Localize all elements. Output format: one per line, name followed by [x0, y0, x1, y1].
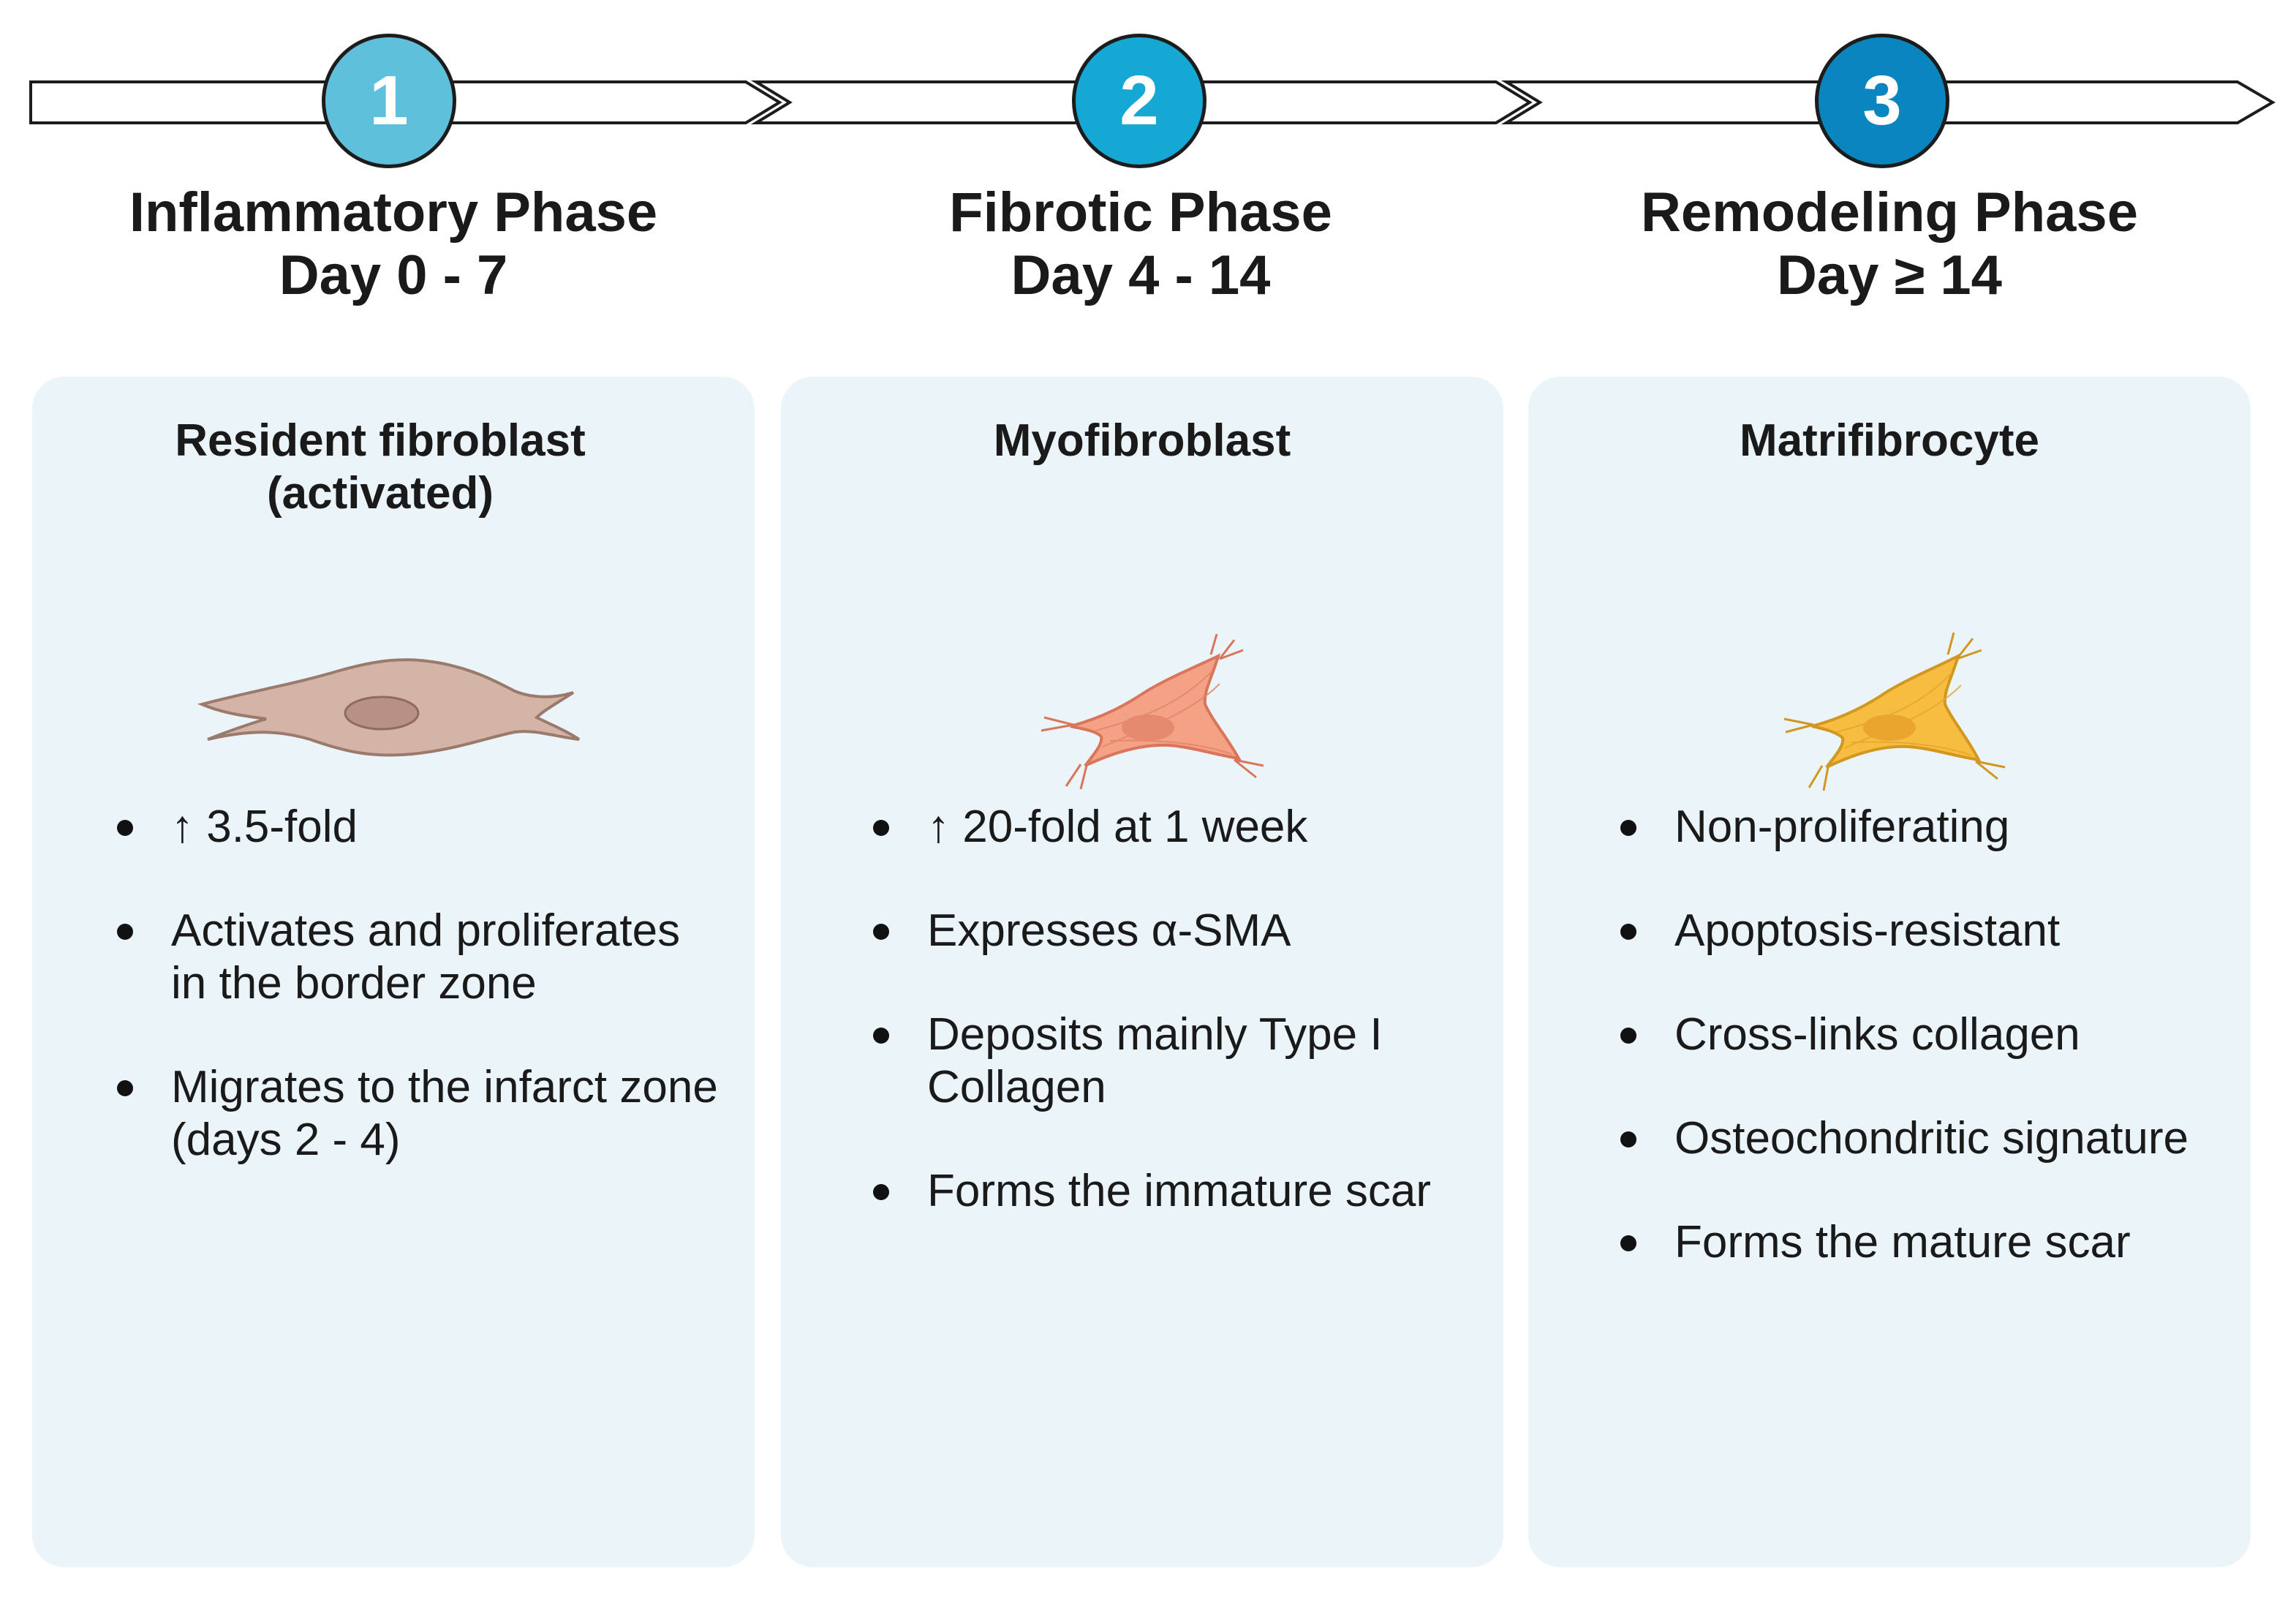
phase-1-name: Inflammatory Phase [129, 181, 658, 244]
phase-2-days: Day 4 - 14 [1011, 244, 1271, 306]
list-item: Migrates to the infarct zone (days 2 - 4) [171, 1061, 727, 1167]
phase-3-days: Day ≥ 14 [1777, 244, 2002, 306]
list-item: Apoptosis-resistant [1674, 905, 2230, 957]
phase-2-cell-type: Myofibroblast [993, 415, 1291, 466]
list-item: ↑ 20-fold at 1 week [927, 801, 1483, 853]
phase-2-panel [781, 377, 1503, 1567]
phase-2-heading [812, 181, 1470, 307]
phase-1-days: Day 0 - 7 [279, 244, 508, 306]
phase-3-number-badge: 3 [1815, 34, 1949, 168]
phase-2-name: Fibrotic Phase [949, 181, 1332, 244]
list-item: Forms the immature scar [927, 1165, 1483, 1218]
list-item: Non-proliferating [1674, 801, 2230, 853]
list-item: Deposits mainly Type I Collagen [927, 1009, 1483, 1114]
phase-1-cell-type: Resident fibroblast (activated) [175, 415, 586, 519]
phase-3-bullet-list [1674, 801, 2230, 1320]
list-item: Cross-links collagen [1674, 1009, 2230, 1061]
phase-3-heading [1560, 181, 2218, 307]
phase-2-number-badge: 2 [1072, 34, 1206, 168]
phase-3-name: Remodeling Phase [1641, 181, 2138, 244]
list-item: Osteochondritic signature [1674, 1112, 2230, 1165]
resident-fibroblast-icon [32, 574, 755, 794]
list-item: Expresses α-SMA [927, 905, 1483, 957]
phase-3-cell-type: Matrifibrocyte [1740, 415, 2039, 466]
matrifibrocyte-icon [1528, 574, 2251, 794]
list-item: Forms the mature scar [1674, 1216, 2230, 1269]
phase-1-heading [64, 181, 722, 307]
phase-1-bullet-list [171, 801, 727, 1218]
list-item: Activates and proliferates in the border zone [171, 905, 727, 1010]
phase-1-number-badge: 1 [322, 34, 456, 168]
myofibroblast-icon [781, 574, 1503, 794]
list-item: ↑ 3.5-fold [171, 801, 727, 853]
phase-2-bullet-list [927, 801, 1483, 1269]
phase-1-panel [32, 377, 755, 1567]
phase-3-panel [1528, 377, 2251, 1567]
